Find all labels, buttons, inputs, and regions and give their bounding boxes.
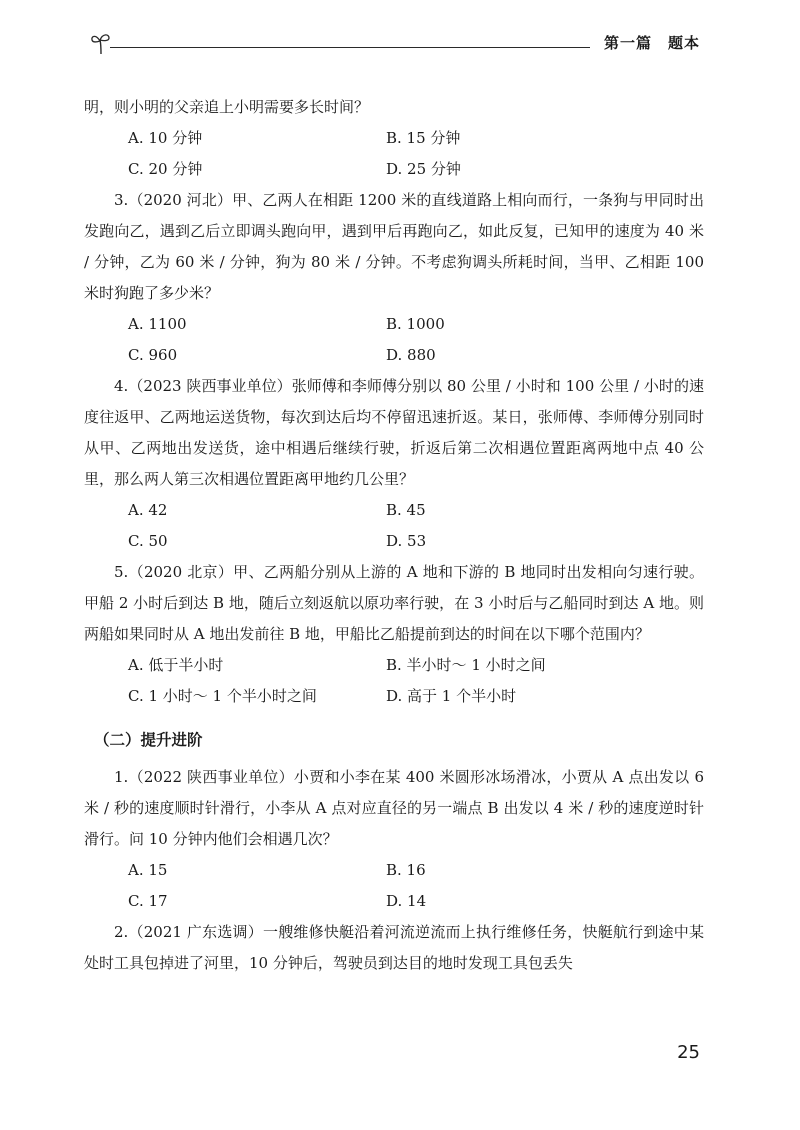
q3-option-b: B. 1000 xyxy=(386,315,445,333)
q4-option-a: A. 42 xyxy=(128,501,168,519)
q3-options-row-1 xyxy=(84,309,704,340)
page-content xyxy=(84,92,704,979)
s2q2-text: 2.（2021 广东选调）一艘维修快艇沿着河流逆流而上执行维修任务，快艇航行到途中某处时工具包掉进了河里，10 分钟后，驾驶员到达目的地时发现工具包丢失 xyxy=(84,923,704,972)
q5-option-b: B. 半小时～ 1 小时之间 xyxy=(386,656,546,674)
q2-option-c: C. 20 分钟 xyxy=(128,160,203,178)
q4-option-b: B. 45 xyxy=(386,501,426,519)
s2q1-option-c: C. 17 xyxy=(128,892,168,910)
s2q1-option-a: A. 15 xyxy=(128,861,168,879)
sprout-icon xyxy=(88,30,114,56)
q2-options-row-1 xyxy=(84,123,704,154)
q4-option-d: D. 53 xyxy=(386,532,427,550)
section-title: （二）提升进阶 xyxy=(94,731,203,749)
page-number: 25 xyxy=(677,1042,700,1063)
q5-text: 5.（2020 北京）甲、乙两船分别从上游的 A 地和下游的 B 地同时出发相向匀速行驶。甲船 2 小时后到达 B 地，随后立刻返航以原功率行驶，在 3 小时后与乙船同时到达 A 地。则两船如果同时从 A 地出发前往 B 地，甲船比乙船提前到达的时间在以下哪个范围内？ xyxy=(84,563,704,643)
s2q1-options-row-2 xyxy=(84,886,704,917)
q3-option-c: C. 960 xyxy=(128,346,178,364)
q5-option-a: A. 低于半小时 xyxy=(128,656,224,674)
q2-tail-text: 明，则小明的父亲追上小明需要多长时间？ xyxy=(84,98,370,116)
page-header xyxy=(88,26,700,60)
q2-option-a: A. 10 分钟 xyxy=(128,129,203,147)
s2q1-option-d: D. 14 xyxy=(386,892,427,910)
q4-options-row-1 xyxy=(84,495,704,526)
q3-options-row-2 xyxy=(84,340,704,371)
q3-option-a: A. 1100 xyxy=(128,315,187,333)
header-title: 第一篇 题本 xyxy=(603,34,700,52)
q2-option-b: B. 15 分钟 xyxy=(386,129,461,147)
s2q1-text: 1.（2022 陕西事业单位）小贾和小李在某 400 米圆形冰场滑冰，小贾从 A 点出发以 6 米 / 秒的速度顺时针滑行，小李从 A 点对应直径的另一端点 B 出发以 4 米 / 秒的速度逆时针滑行。问 10 分钟内他们会相遇几次？ xyxy=(84,768,704,848)
q4-text: 4.（2023 陕西事业单位）张师傅和李师傅分别以 80 公里 / 小时和 100 公里 / 小时的速度往返甲、乙两地运送货物，每次到达后均不停留迅速折返。某日，张师傅、李师傅分别同时从甲、乙两地出发送货，途中相遇后继续行驶，折返后第二次相遇位置距离两地中点 40 公里，那么两人第三次相遇位置距离甲地约几公里？ xyxy=(84,377,704,488)
q4-options-row-2 xyxy=(84,526,704,557)
q5-option-d: D. 高于 1 个半小时 xyxy=(386,687,517,705)
q3-option-d: D. 880 xyxy=(386,346,436,364)
q5-options-row-2 xyxy=(84,681,704,712)
s2q1-option-b: B. 16 xyxy=(386,861,426,879)
q5-options-row-1 xyxy=(84,650,704,681)
q4-option-c: C. 50 xyxy=(128,532,168,550)
q2-options-row-2 xyxy=(84,154,704,185)
q2-option-d: D. 25 分钟 xyxy=(386,160,461,178)
q3-text: 3.（2020 河北）甲、乙两人在相距 1200 米的直线道路上相向而行，一条狗与甲同时出发跑向乙，遇到乙后立即调头跑向甲，遇到甲后再跑向乙，如此反复，已知甲的速度为 40 米 / 分钟，乙为 60 米 / 分钟，狗为 80 米 / 分钟。不考虑狗调头所耗时间，当甲、乙相距 100 米时狗跑了多少米？ xyxy=(84,191,704,302)
header-rule xyxy=(110,47,590,48)
s2q1-options-row-1 xyxy=(84,855,704,886)
q5-option-c: C. 1 小时～ 1 个半小时之间 xyxy=(128,687,317,705)
